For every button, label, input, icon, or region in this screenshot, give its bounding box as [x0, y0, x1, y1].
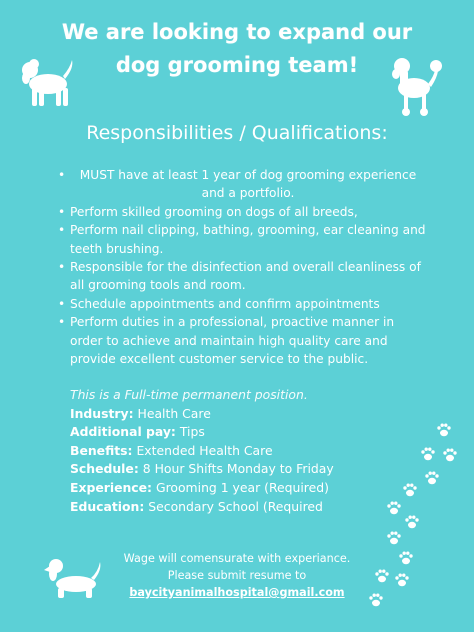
detail-row-schedule [70, 460, 400, 479]
paw-print-icon [386, 530, 402, 546]
position-note: This is a Full-time permanent position. [70, 387, 308, 402]
paw-print-icon [420, 446, 436, 462]
detail-value: Tips [179, 424, 205, 440]
doodle-dog-icon [20, 54, 78, 112]
list-item: • Schedule appointments and confirm appointments [56, 295, 426, 313]
list-item: • MUST have at least 1 year of dog grooming experience and a portfolio. [56, 166, 426, 203]
footer [0, 550, 474, 601]
detail-row-education [70, 498, 400, 517]
paw-print-icon [442, 447, 458, 463]
paw-print-icon [424, 470, 440, 486]
list-item: • Responsible for the disinfection and overall cleanliness of all grooming tools and room. [56, 258, 426, 295]
detail-row-additional-pay [70, 423, 400, 442]
list-item: • Perform nail clipping, bathing, grooming, ear cleaning and teeth brushing. [56, 221, 426, 258]
wage-note: Wage will comensurate with experiance. [123, 552, 351, 565]
submit-instructions: Please submit resume to [167, 569, 307, 582]
detail-label: Benefits: [70, 442, 133, 458]
detail-value: 8 Hour Shifts Monday to Friday [142, 461, 334, 477]
email-link[interactable]: baycityanimalhospital@gmail.com [129, 586, 345, 599]
detail-row-industry [70, 405, 400, 424]
poodle-icon [388, 56, 450, 118]
detail-value: Secondary School (Required [148, 498, 323, 514]
list-item: • Perform skilled grooming on dogs of all breeds, [56, 203, 426, 221]
detail-label: Additional pay: [70, 424, 176, 440]
detail-label: Schedule: [70, 461, 139, 477]
detail-label: Education: [70, 498, 145, 514]
paw-print-icon [402, 482, 418, 498]
detail-value: Extended Health Care [136, 442, 273, 458]
headline-line-2: dog grooming team! [115, 53, 359, 77]
headline-line-1: We are looking to expand our [61, 20, 413, 44]
paw-print-icon [404, 514, 420, 530]
detail-value: Grooming 1 year (Required) [155, 479, 329, 495]
position-details [70, 386, 400, 516]
responsibilities-list [56, 166, 426, 368]
paw-print-icon [386, 500, 402, 516]
detail-value: Health Care [137, 405, 211, 421]
detail-label: Industry: [70, 405, 134, 421]
detail-row-benefits [70, 442, 400, 461]
section-title: Responsibilities / Qualifications: [86, 122, 388, 144]
detail-label: Experience: [70, 479, 153, 495]
list-item: • Perform duties in a professional, proactive manner in order to achieve and maintain high quality care and provide excellent customer service to the public. [56, 313, 426, 368]
paw-print-icon [436, 422, 452, 438]
detail-row-experience [70, 479, 400, 498]
